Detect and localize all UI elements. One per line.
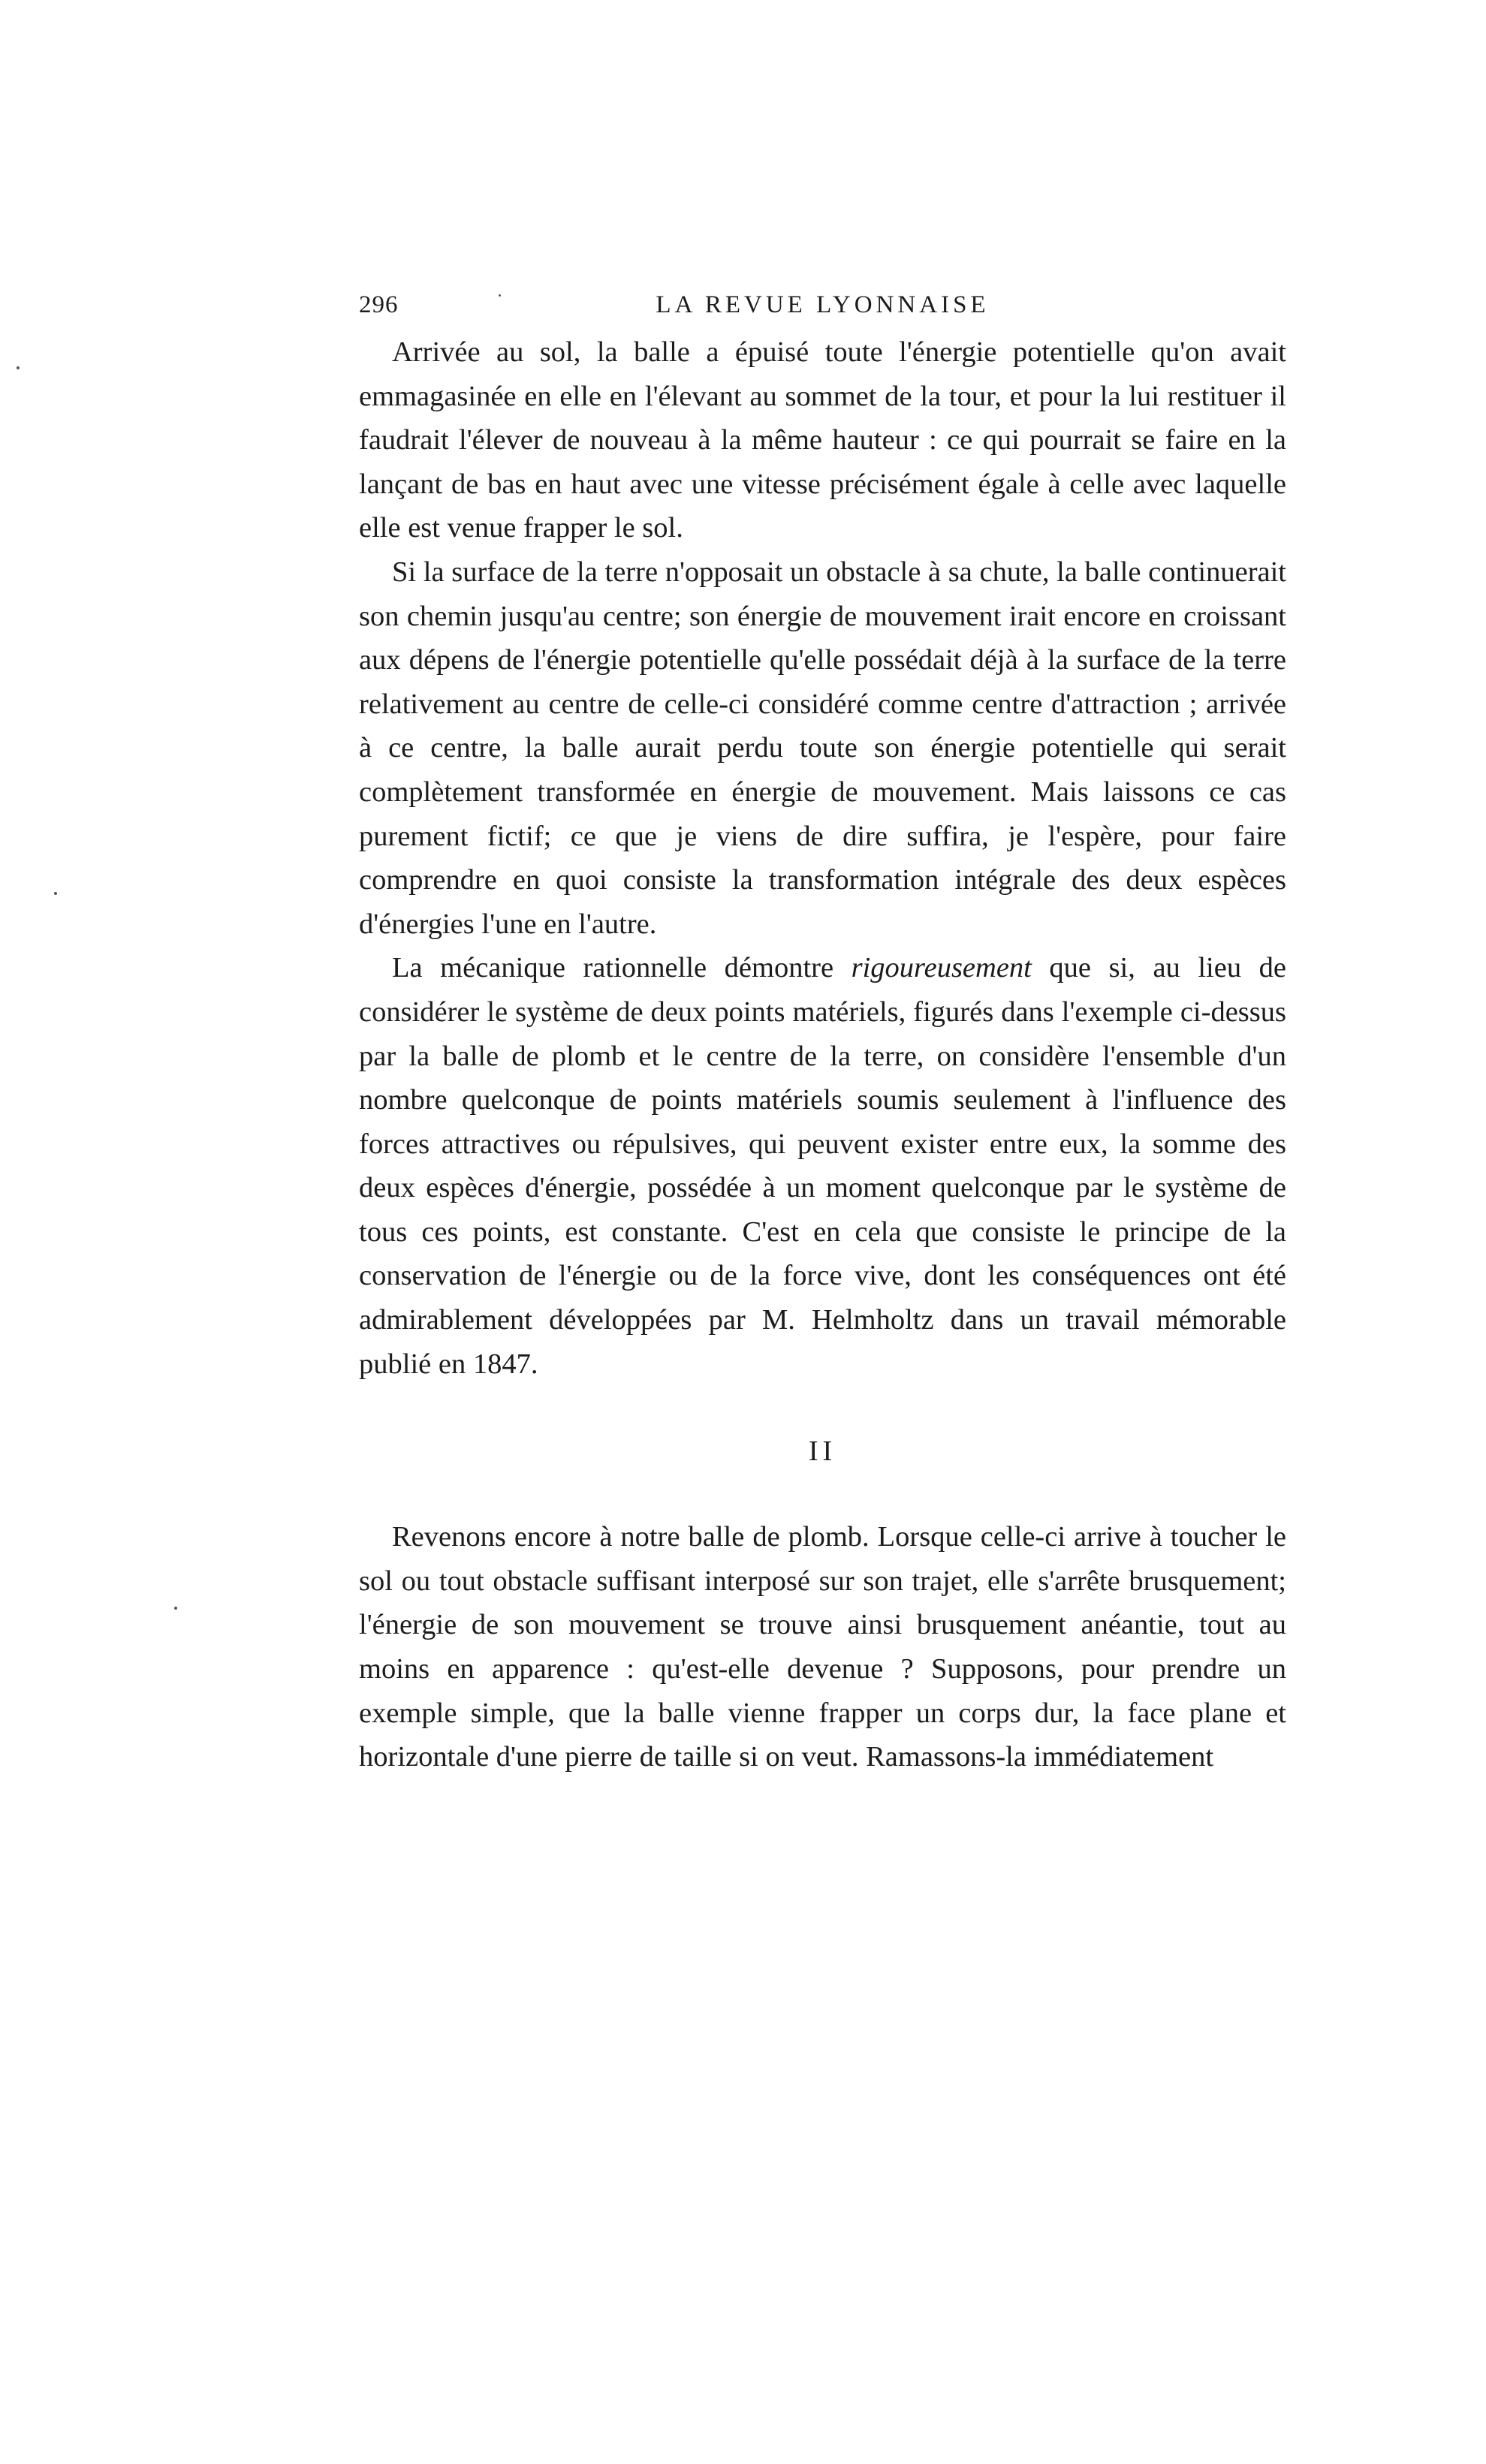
- paragraph-rational-mechanics: [359, 946, 1286, 1386]
- section-heading: II: [808, 1435, 837, 1468]
- book-page: [359, 285, 1286, 1779]
- running-head: [359, 285, 1286, 330]
- paragraph-lead-ball: Revenons encore à notre balle de plomb. Lorsque celle-ci arrive à toucher le sol ou tout obstacle suffisant interposé sur son trajet, elle s'arrête brusquement; l'énergie de son mouvement se trouve ainsi brusquement anéantie, tout au moins en apparence : qu'est-elle devenue ? Supposons, pour prendre un exemple simple, que la balle vienne frapper un corps dur, la face plane et horizontale d'une pierre de taille si on veut. Ramassons-la immédiatement: [359, 1521, 1286, 1773]
- paragraph-text-start: La mécanique rationnelle démontre: [392, 952, 852, 984]
- emphasized-word: rigoureusement: [851, 952, 1032, 984]
- page-number: 296: [359, 291, 399, 318]
- journal-title: LA REVUE LYONNAISE: [656, 291, 990, 318]
- paragraph-text-end: que si, au lieu de considérer le système de deux points matériels, figurés dans l'exemple ci-dessus par la balle de plomb et le centre de la terre, on considère l'ensemble d'un nombre quelconque de points matériels soumis seulement à l'influence des forces attractives ou répulsives, qui peuvent exister entre eux, la somme des deux espèces d'énergie, possédée à un moment quelconque par le système de tous ces points, est constante. C'est en cela que consiste le principe de la conservation de l'énergie ou de la force vive, dont les conséquences ont été admirablement développées par M. Helmholtz dans un travail mémorable publié en 1847.: [359, 952, 1286, 1380]
- paper-speck: [17, 366, 20, 369]
- paragraph-arrival: Arrivée au sol, la balle a épuisé toute l'énergie potentielle qu'on avait emmagasinée en elle en l'élevant au sommet de la tour, et pour la lui restituer il faudrait l'élever de nouveau à la même hauteur : ce qui pourrait se faire en la lançant de bas en haut avec une vitesse précisément égale à celle avec laquelle elle est venue frapper le sol.: [359, 336, 1286, 544]
- paragraph-earth-surface: Si la surface de la terre n'opposait un obstacle à sa chute, la balle continuerait son chemin jusqu'au centre; son énergie de mouvement irait encore en croissant aux dépens de l'énergie potentielle qu'elle possédait déjà à la surface de la terre relativement au centre de celle-ci considéré comme centre d'attraction ; arrivée à ce centre, la balle aurait perdu toute son énergie potentielle qui serait complètement transformée en énergie de mouvement. Mais laissons ce cas purement fictif; ce que je viens de dire suffira, je l'espère, pour faire comprendre en quoi consiste la transformation intégrale des deux espèces d'énergies l'une en l'autre.: [359, 556, 1286, 940]
- paper-speck: [174, 1607, 177, 1610]
- paper-speck: [54, 892, 57, 895]
